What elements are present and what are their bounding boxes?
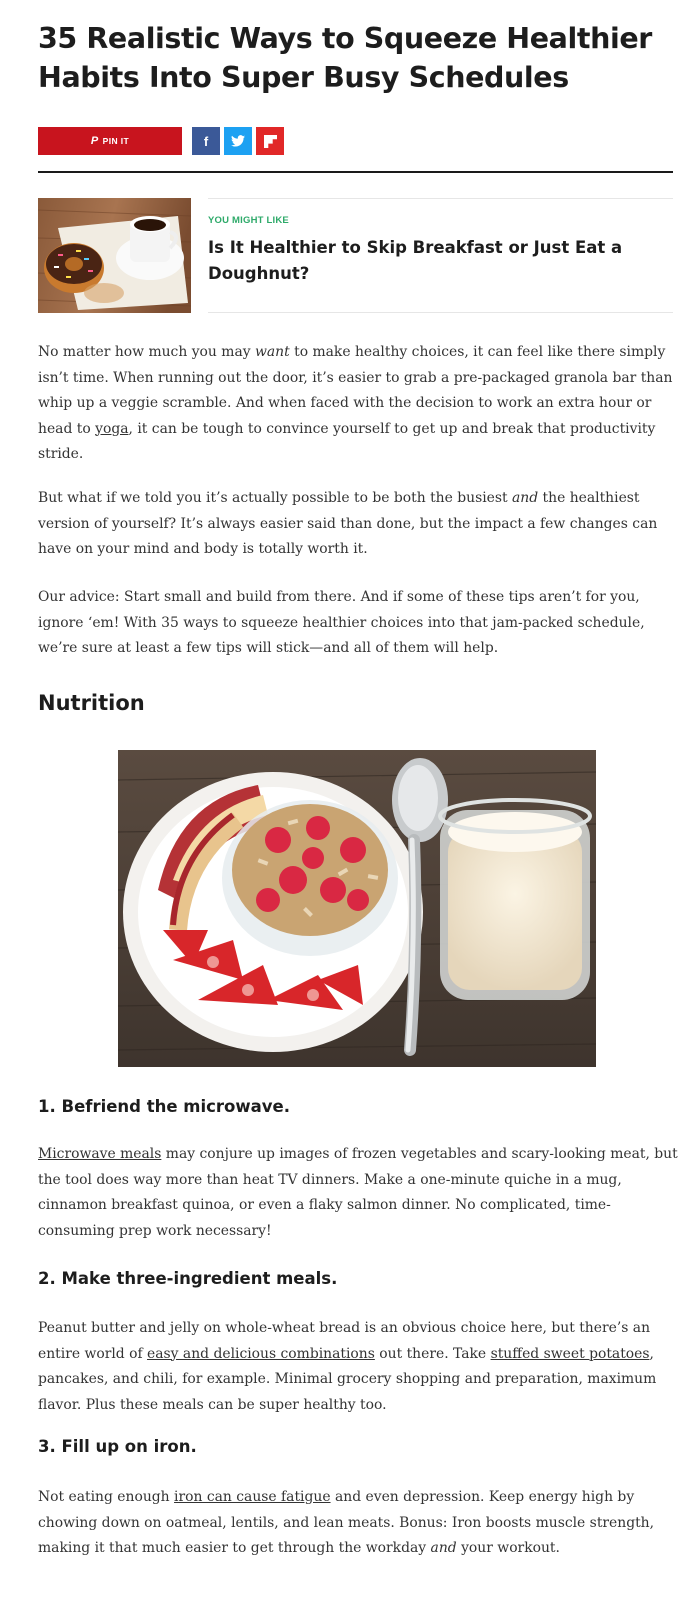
text: No matter how much you may	[38, 344, 255, 360]
text: Not eating enough	[38, 1489, 175, 1505]
doughnut-coffee-thumbnail[interactable]	[38, 198, 191, 313]
tip-3-heading: 3. Fill up on iron.	[38, 1437, 197, 1456]
facebook-share-button[interactable]	[192, 127, 220, 155]
facebook-icon: f	[203, 133, 209, 149]
you-might-like-card[interactable]	[38, 198, 673, 314]
pin-it-button[interactable]	[38, 127, 182, 155]
yoga-link[interactable]: yoga	[95, 420, 129, 437]
intro-paragraph-1	[38, 340, 678, 468]
text: , it can be tough to convince yourself to get up and break that productivity stride.	[38, 420, 656, 462]
article-title: 35 Realistic Ways to Squeeze Healthier Habits Into Super Busy Schedules	[38, 22, 652, 94]
emphasis: and	[512, 490, 539, 506]
easy-combinations-link[interactable]: easy and delicious combinations	[147, 1345, 375, 1362]
stuffed-sweet-potatoes-link[interactable]: stuffed sweet potatoes	[490, 1345, 650, 1362]
emphasis: want	[255, 344, 290, 360]
emphasis: and	[430, 1540, 457, 1556]
you-might-like-label: YOU MIGHT LIKE	[208, 215, 289, 226]
text: Peanut butter and jelly on whole-wheat bread is an obvious choice here, but there’s an entire world of	[38, 1320, 651, 1362]
section-heading-nutrition: Nutrition	[38, 691, 145, 715]
pin-it-label: PIN IT	[102, 136, 130, 146]
text: may conjure up images of frozen vegetables and scary-looking meat, but the tool does way more than heat TV dinners. Make a one-minute quiche in a mug, cinnamon breakfast quinoa, or even a flaky salmon dinner. No complicated, time-consuming prep work necessary!	[38, 1146, 678, 1239]
text: the healthiest version of yourself? It’s always easier said than done, but the impact a few changes can have on your mind and body is totally worth it.	[38, 490, 658, 557]
text: your workout.	[456, 1540, 560, 1556]
title-divider	[38, 171, 673, 173]
share-bar	[38, 127, 284, 155]
intro-paragraph-3	[38, 585, 678, 662]
you-might-like-headline[interactable]: Is It Healthier to Skip Breakfast or Just Eat a Doughnut?	[208, 238, 623, 283]
twitter-share-button[interactable]	[224, 127, 252, 155]
breakfast-bowl-image	[118, 750, 596, 1067]
tip-2-paragraph	[38, 1316, 678, 1418]
text: But what if we told you it’s actually possible to be both the busiest	[38, 490, 512, 506]
text: to make healthy choices, it can feel like there simply isn’t time. When running out the door, it’s easier to grab a pre-packaged granola bar than whip up a veggie scramble. And when faced with the decision to work an extra hour or head to	[38, 344, 673, 437]
text: and even depression. Keep energy high by chowing down on oatmeal, lentils, and lean meats. Bonus: Iron boosts muscle strength, making it that much easier to get through the workday	[38, 1489, 655, 1556]
microwave-meals-link[interactable]: Microwave meals	[38, 1146, 162, 1162]
text: out there. Take	[374, 1345, 491, 1362]
text: , pancakes, and chili, for example. Minimal grocery shopping and preparation, maximum flavor. Plus these meals can be super healthy too.	[38, 1345, 657, 1413]
tip-2-heading: 2. Make three-ingredient meals.	[38, 1269, 338, 1288]
tip-1-paragraph	[38, 1142, 678, 1244]
intro-paragraph-2	[38, 486, 678, 563]
card-divider-top	[208, 198, 673, 199]
tip-1-heading: 1. Befriend the microwave.	[38, 1097, 290, 1116]
tip-3-paragraph	[38, 1485, 678, 1562]
flipboard-share-button[interactable]	[256, 127, 284, 155]
pinterest-icon: P	[90, 135, 99, 147]
text: Our advice: Start small and build from there. And if some of these tips aren’t for you, ignore ‘em! With 35 ways to squeeze healthier choices into that jam-packed schedule, we’re sure at least a few tips will stick—and all of them will help.	[38, 589, 645, 656]
twitter-icon	[231, 135, 245, 147]
card-divider-bottom	[208, 312, 673, 313]
iron-fatigue-link[interactable]: iron can cause fatigue	[174, 1489, 331, 1505]
flipboard-icon	[264, 135, 277, 148]
